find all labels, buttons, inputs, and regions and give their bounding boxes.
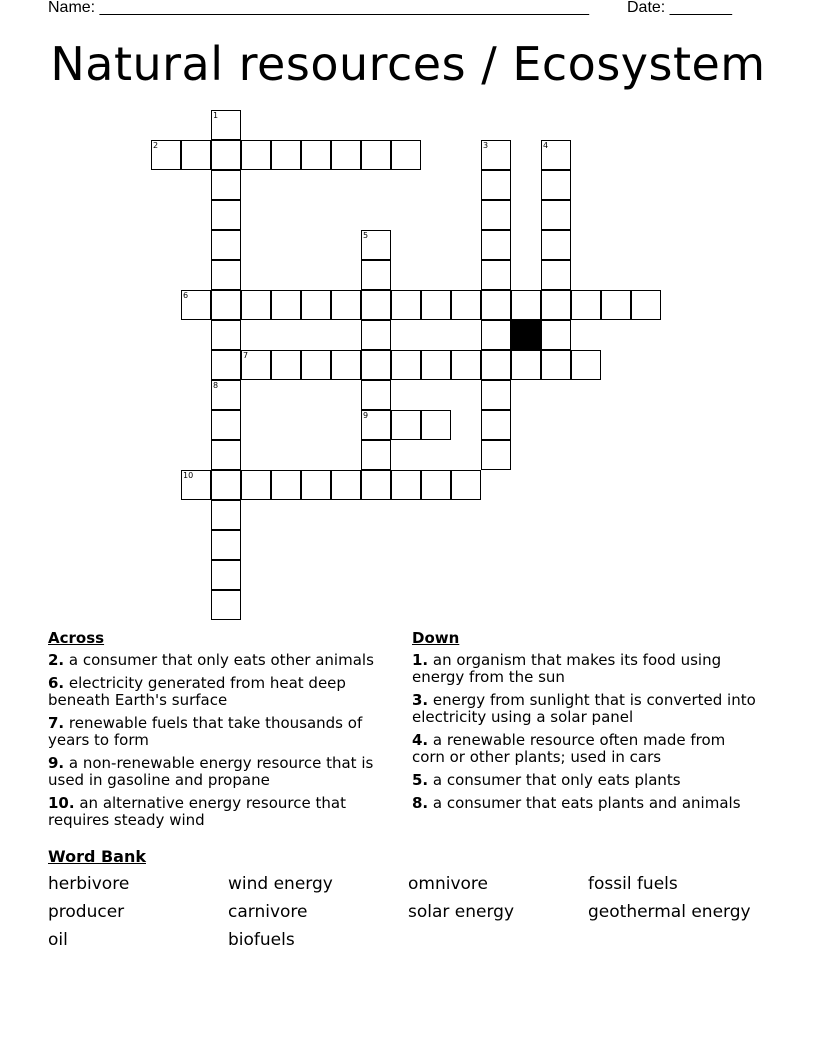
word-bank-item: carnivore xyxy=(228,902,308,922)
crossword-cell[interactable] xyxy=(451,290,481,320)
clue-number-label: 2. xyxy=(48,651,65,669)
crossword-cell[interactable] xyxy=(301,290,331,320)
crossword-cell[interactable] xyxy=(481,200,511,230)
crossword-cell[interactable] xyxy=(241,290,271,320)
crossword-cell[interactable] xyxy=(361,350,391,380)
clue-number-label: 9. xyxy=(48,754,65,772)
crossword-cell[interactable] xyxy=(361,470,391,500)
down-heading: Down xyxy=(412,629,460,647)
down-clue xyxy=(412,772,762,789)
clue-text: electricity generated from heat deep beneath Earth's surface xyxy=(48,674,346,709)
crossword-cell[interactable] xyxy=(361,140,391,170)
clue-number-label: 4. xyxy=(412,731,429,749)
crossword-cell[interactable] xyxy=(211,440,241,470)
crossword-cell[interactable] xyxy=(301,350,331,380)
page-title: Natural resources / Ecosystem xyxy=(50,37,766,91)
crossword-cell[interactable] xyxy=(211,230,241,260)
clue-text: a consumer that eats plants and animals xyxy=(428,794,741,812)
crossword-cell[interactable] xyxy=(481,410,511,440)
crossword-cell[interactable] xyxy=(211,590,241,620)
name-field[interactable]: Name: _______________________________________________________ xyxy=(48,0,589,16)
crossword-cell[interactable] xyxy=(541,200,571,230)
crossword-cell[interactable] xyxy=(481,290,511,320)
clue-number-label: 3. xyxy=(412,691,429,709)
across-clue-list xyxy=(48,652,398,829)
down-clue-list xyxy=(412,652,762,812)
crossword-cell[interactable] xyxy=(211,290,241,320)
crossword-cell[interactable] xyxy=(391,350,421,380)
crossword-cell[interactable] xyxy=(541,350,571,380)
word-bank-item: omnivore xyxy=(408,874,488,894)
crossword-cell[interactable] xyxy=(271,470,301,500)
clue-number: 2 xyxy=(153,141,159,150)
clue-text: an organism that makes its food using energy from the sun xyxy=(412,651,722,686)
crossword-cell[interactable] xyxy=(631,290,661,320)
crossword-cell[interactable] xyxy=(331,470,361,500)
clue-text: an alternative energy resource that requires steady wind xyxy=(48,794,346,829)
clue-number-label: 1. xyxy=(412,651,429,669)
word-bank-item: geothermal energy xyxy=(588,902,751,922)
crossword-cell[interactable] xyxy=(391,410,421,440)
crossword-cell[interactable] xyxy=(481,380,511,410)
across-clue xyxy=(48,652,398,669)
crossword-cell[interactable] xyxy=(361,230,391,260)
crossword-cell[interactable] xyxy=(541,260,571,290)
clue-text: a non-renewable energy resource that is used in gasoline and propane xyxy=(48,754,374,789)
clue-number-label: 10. xyxy=(48,794,75,812)
crossword-cell[interactable] xyxy=(481,140,511,170)
crossword-cell[interactable] xyxy=(451,350,481,380)
crossword-cell[interactable] xyxy=(271,290,301,320)
crossword-black-cell xyxy=(511,320,541,350)
clue-number-label: 7. xyxy=(48,714,65,732)
clue-number-label: 6. xyxy=(48,674,65,692)
crossword-cell[interactable] xyxy=(151,140,181,170)
word-bank-item: wind energy xyxy=(228,874,333,894)
clue-number: 8 xyxy=(213,381,219,390)
clue-number-label: 5. xyxy=(412,771,429,789)
crossword-cell[interactable] xyxy=(481,260,511,290)
clue-text: a consumer that only eats plants xyxy=(428,771,681,789)
crossword-cell[interactable] xyxy=(361,440,391,470)
clue-number: 6 xyxy=(183,291,189,300)
word-bank-item: biofuels xyxy=(228,930,295,950)
word-bank-item: herbivore xyxy=(48,874,130,894)
crossword-cell[interactable] xyxy=(241,350,271,380)
crossword-cell[interactable] xyxy=(361,380,391,410)
clue-text: a renewable resource often made from corn or other plants; used in cars xyxy=(412,731,726,766)
crossword-cell[interactable] xyxy=(361,260,391,290)
crossword-cell[interactable] xyxy=(211,350,241,380)
crossword-cell[interactable] xyxy=(541,290,571,320)
clue-number: 4 xyxy=(543,141,549,150)
across-clue xyxy=(48,795,398,829)
word-bank-item: oil xyxy=(48,930,68,950)
word-bank-item: producer xyxy=(48,902,125,922)
crossword-cell[interactable] xyxy=(211,500,241,530)
down-clue xyxy=(412,795,762,812)
down-clue xyxy=(412,732,762,766)
crossword-cell[interactable] xyxy=(331,350,361,380)
crossword-cell[interactable] xyxy=(421,410,451,440)
crossword-cell[interactable] xyxy=(211,140,241,170)
across-heading: Across xyxy=(48,629,105,647)
crossword-cell[interactable] xyxy=(481,320,511,350)
clue-number: 3 xyxy=(483,141,489,150)
word-bank-heading: Word Bank xyxy=(48,847,147,866)
clue-text: energy from sunlight that is converted into electricity using a solar panel xyxy=(412,691,756,726)
crossword-cell[interactable] xyxy=(391,140,421,170)
crossword-cell[interactable] xyxy=(241,470,271,500)
crossword-cell[interactable] xyxy=(541,140,571,170)
clue-number: 7 xyxy=(243,351,249,360)
clue-number-label: 8. xyxy=(412,794,429,812)
crossword-cell[interactable] xyxy=(481,230,511,260)
clue-number: 9 xyxy=(363,411,369,420)
crossword-cell[interactable] xyxy=(211,560,241,590)
across-clue xyxy=(48,755,398,789)
crossword-cell[interactable] xyxy=(511,290,541,320)
crossword-cell[interactable] xyxy=(541,230,571,260)
across-clues xyxy=(48,630,398,835)
crossword-cell[interactable] xyxy=(361,410,391,440)
crossword-cell[interactable] xyxy=(361,290,391,320)
down-clue xyxy=(412,692,762,726)
crossword-cell[interactable] xyxy=(271,140,301,170)
word-bank-item: solar energy xyxy=(408,902,515,922)
crossword-cell[interactable] xyxy=(211,320,241,350)
crossword-cell[interactable] xyxy=(301,140,331,170)
crossword-cell[interactable] xyxy=(511,350,541,380)
crossword-cell[interactable] xyxy=(481,170,511,200)
crossword-cell[interactable] xyxy=(181,140,211,170)
crossword-cell[interactable] xyxy=(241,140,271,170)
across-clue xyxy=(48,715,398,749)
clue-number: 5 xyxy=(363,231,369,240)
crossword-cell[interactable] xyxy=(331,140,361,170)
crossword-cell[interactable] xyxy=(331,290,361,320)
clue-text: a consumer that only eats other animals xyxy=(64,651,374,669)
crossword-cell[interactable] xyxy=(211,260,241,290)
crossword-cell[interactable] xyxy=(481,350,511,380)
crossword-cell[interactable] xyxy=(301,470,331,500)
crossword-cell[interactable] xyxy=(391,290,421,320)
crossword-cell[interactable] xyxy=(181,470,211,500)
clue-number: 10 xyxy=(183,471,194,480)
crossword-cell[interactable] xyxy=(541,170,571,200)
down-clue xyxy=(412,652,762,686)
crossword-cell[interactable] xyxy=(571,350,601,380)
date-field[interactable]: Date: _______ xyxy=(627,0,732,16)
crossword-cell[interactable] xyxy=(211,110,241,140)
crossword-cell[interactable] xyxy=(211,380,241,410)
clue-number: 1 xyxy=(213,111,219,120)
crossword-cell[interactable] xyxy=(271,350,301,380)
crossword-cell[interactable] xyxy=(451,470,481,500)
down-clues xyxy=(412,630,762,818)
crossword-cell[interactable] xyxy=(211,170,241,200)
crossword-cell[interactable] xyxy=(361,320,391,350)
crossword-cell[interactable] xyxy=(421,290,451,320)
crossword-cell[interactable] xyxy=(541,320,571,350)
crossword-cell[interactable] xyxy=(391,470,421,500)
crossword-cell[interactable] xyxy=(211,410,241,440)
crossword-cell[interactable] xyxy=(211,470,241,500)
clue-text: renewable fuels that take thousands of years to form xyxy=(48,714,363,749)
crossword-cell[interactable] xyxy=(481,440,511,470)
crossword-cell[interactable] xyxy=(601,290,631,320)
crossword-cell[interactable] xyxy=(211,200,241,230)
crossword-cell[interactable] xyxy=(421,470,451,500)
crossword-cell[interactable] xyxy=(571,290,601,320)
across-clue xyxy=(48,675,398,709)
crossword-cell[interactable] xyxy=(211,530,241,560)
crossword-cell[interactable] xyxy=(421,350,451,380)
word-bank-item: fossil fuels xyxy=(588,874,678,894)
crossword-cell[interactable] xyxy=(181,290,211,320)
